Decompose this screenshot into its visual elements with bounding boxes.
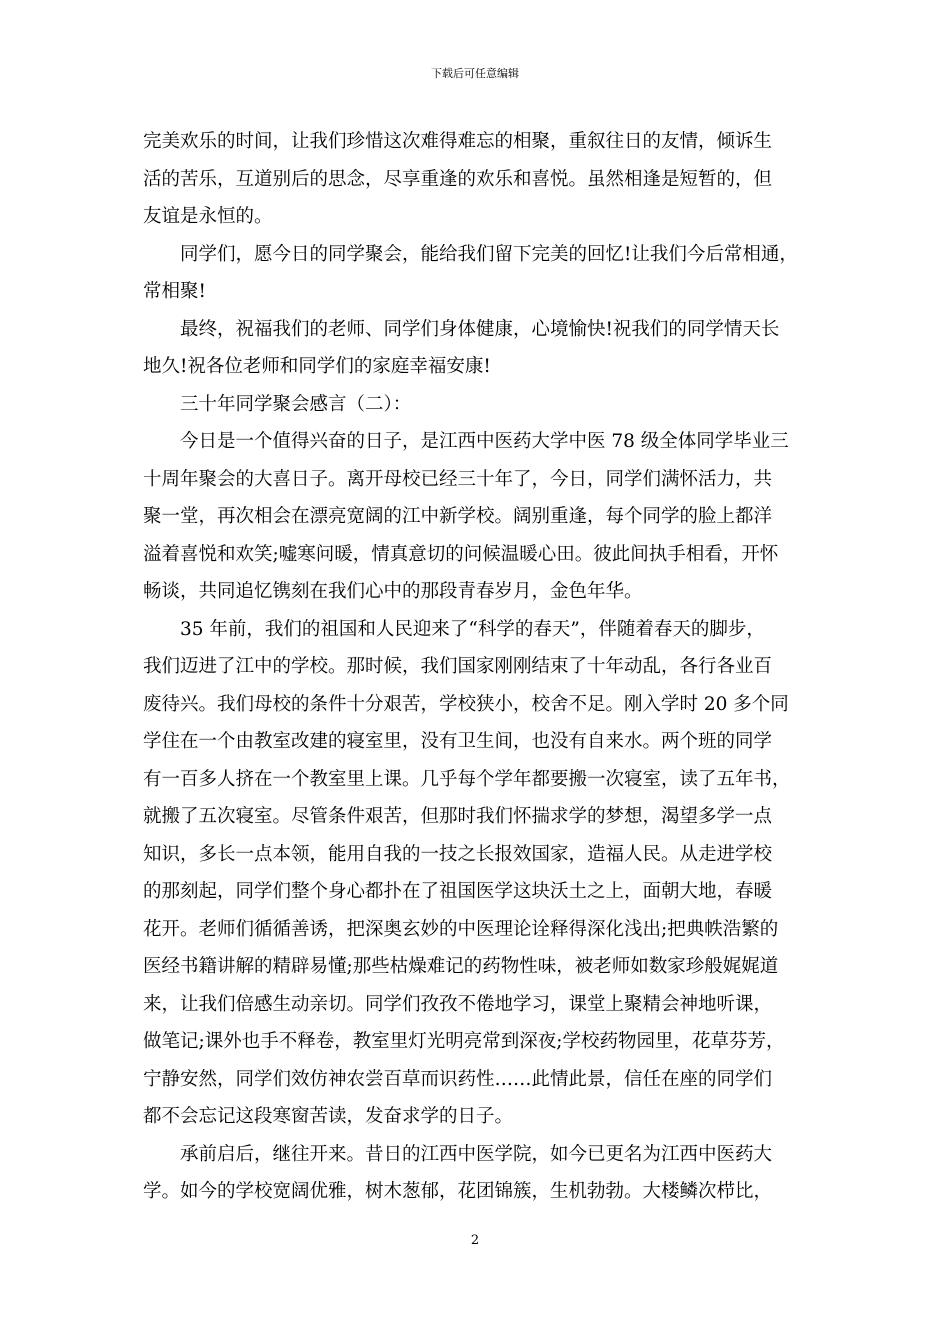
text-line: 来，让我们倍感生动亲切。同学们孜孜不倦地学习，课堂上聚精会神地听课， (143, 993, 773, 1015)
text-line: 医经书籍讲解的精辟易懂;那些枯燥难记的药物性味，被老师如数家珍般娓娓道 (143, 956, 779, 977)
text-line: 聚一堂，再次相会在漂亮宽阔的江中新学校。阔别重逢，每个同学的脸上都洋 (143, 506, 773, 527)
text-line: 做笔记;课外也手不释卷，教室里灯光明亮常到深夜;学校药物园里，花草芬芳， (143, 1031, 785, 1052)
text-line: 学。如今的学校宽阔优雅，树木葱郁，花团锦簇，生机勃勃。大楼鳞次栉比， (143, 1181, 773, 1202)
text-line: 最终，祝福我们的老师、同学们身体健康，心境愉快!祝我们的同学情天长 (180, 318, 780, 340)
text-line: 都不会忘记这段寒窗苦读，发奋求学的日子。 (143, 1106, 514, 1127)
page-number: 2 (470, 1233, 480, 1248)
text-line: 花开。老师们循循善诱，把深奥玄妙的中医理论诠释得深化浅出;把典帙浩繁的 (143, 918, 779, 940)
text-line: 学住在一个由教室改建的寝室里，没有卫生间，也没有自来水。两个班的同学 (143, 731, 773, 752)
text-line: 我们迈进了江中的学校。那时候，我们国家刚刚结束了十年动乱，各行各业百 (143, 656, 773, 677)
text-line: 三十年同学聚会感言（二）： (180, 393, 412, 415)
text-line: 溢着喜悦和欢笑;嘘寒问暖，情真意切的问候温暖心田。彼此间执手相看，开怀 (143, 543, 779, 565)
text-line: 35 年前，我们的祖国和人民迎来了“科学的春天”，伴随着春天的脚步， (180, 618, 765, 640)
text-line: 的那刻起，同学们整个身心都扑在了祖国医学这块沃土之上，面朝大地，春暖 (143, 881, 773, 902)
text-line: 完美欢乐的时间，让我们珍惜这次难得难忘的相聚，重叙往日的友情，倾诉生 (143, 131, 773, 152)
text-line: 宁静安然，同学们效仿神农尝百草而识药性……此情此景，信任在座的同学们 (143, 1068, 773, 1090)
text-line: 地久!祝各位老师和同学们的家庭幸福安康! (143, 356, 491, 377)
text-line: 今日是一个值得兴奋的日子，是江西中医药大学中医 78 级全体同学毕业三 (180, 431, 789, 452)
text-line: 废待兴。我们母校的条件十分艰苦，学校狭小，校舍不足。刚入学时 20 多个同 (143, 693, 789, 715)
text-line: 十周年聚会的大喜日子。离开母校已经三十年了，今日，同学们满怀活力，共 (143, 468, 773, 490)
text-line: 友谊是永恒的。 (143, 206, 273, 227)
text-line: 活的苦乐，互道别后的思念，尽享重逢的欢乐和喜悦。虽然相逢是短暂的，但 (143, 168, 773, 190)
text-line: 同学们，愿今日的同学聚会，能给我们留下完美的回忆!让我们今后常相通， (180, 243, 798, 265)
text-line: 知识，多长一点本领，能用自我的一技之长报效国家，造福人民。从走进学校 (143, 843, 773, 865)
text-line: 畅谈，共同追忆镌刻在我们心中的那段青春岁月，金色年华。 (143, 581, 643, 602)
text-line: 就搬了五次寝室。尽管条件艰苦，但那时我们怀揣求学的梦想，渴望多学一点 (143, 806, 773, 827)
text-line: 有一百多人挤在一个教室里上课。几乎每个学年都要搬一次寝室，读了五年书， (143, 768, 791, 790)
page-header: 下载后可任意编辑 (431, 67, 519, 80)
text-line: 承前启后，继往开来。昔日的江西中医学院，如今已更名为江西中医药大 (180, 1143, 773, 1165)
document-body (143, 123, 813, 1211)
text-line: 常相聚! (143, 281, 206, 302)
